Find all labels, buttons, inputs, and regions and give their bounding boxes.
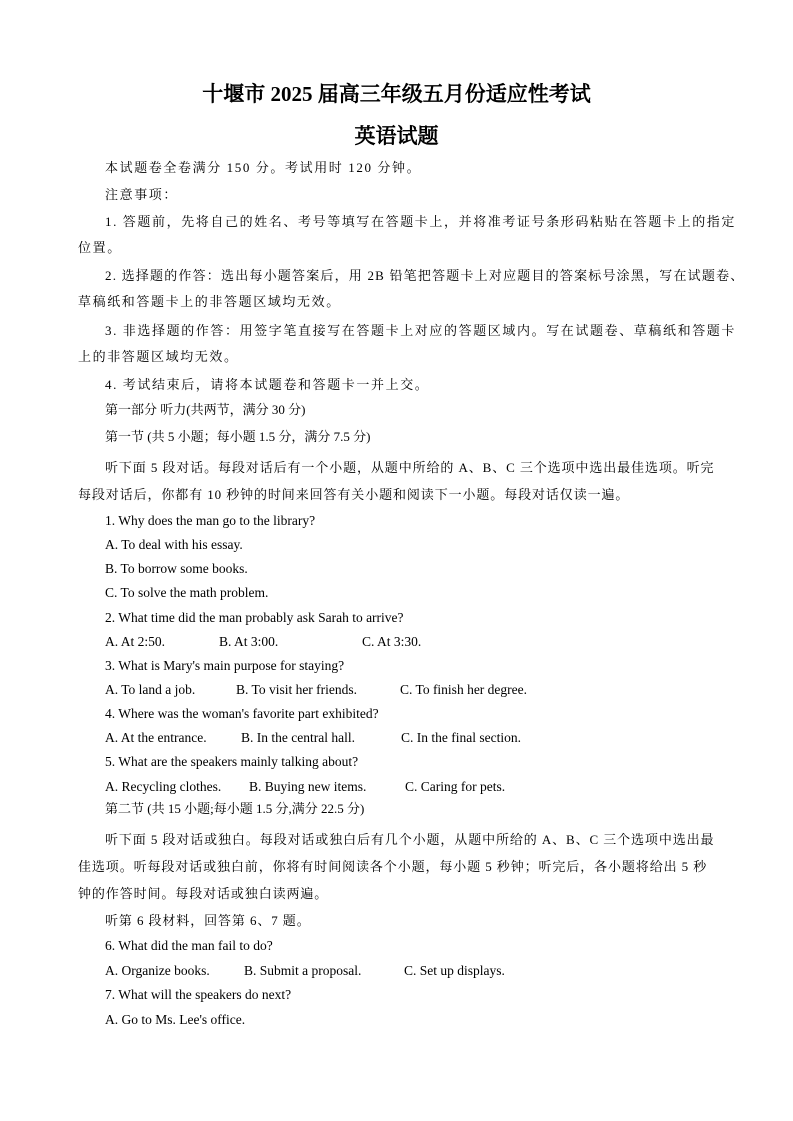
question-3-option-c: C. To finish her degree. xyxy=(400,682,528,697)
question-6: 6. What did the man fail to do? xyxy=(105,938,273,953)
section2-instruction-line-1: 听下面 5 段对话或独白。每段对话或独白后有几个小题，从题中所给的 A、B、C 三个选项中选出最 xyxy=(105,832,715,847)
section1-heading: 第一节 (共 5 小题；每小题 1.5 分，满分 7.5 分) xyxy=(105,429,371,444)
question-7-option-a: A. Go to Ms. Lee's office. xyxy=(105,1012,246,1027)
question-2: 2. What time did the man probably ask Sarah to arrive? xyxy=(105,610,404,625)
question-1: 1. Why does the man go to the library? xyxy=(105,513,316,528)
section2-instruction-line-3: 钟的作答时间。每段对话或独白读两遍。 xyxy=(78,886,329,901)
question-7: 7. What will the speakers do next? xyxy=(105,987,292,1002)
section2-heading: 第二节 (共 15 小题;每小题 1.5 分,满分 22.5 分) xyxy=(105,801,365,816)
notice-heading: 注意事项： xyxy=(105,187,179,202)
material-6-heading: 听第 6 段材料，回答第 6、7 题。 xyxy=(105,913,311,928)
notice-3-line-2: 上的非答题区域均无效。 xyxy=(78,349,239,364)
question-2-option-a: A. At 2:50. xyxy=(105,634,166,649)
question-4-option-c: C. In the final section. xyxy=(401,730,521,745)
question-1-option-a: A. To deal with his essay. xyxy=(105,537,243,552)
notice-1-line-1: 1. 答题前，先将自己的姓名、考号等填写在答题卡上，并将准考证号条形码粘贴在答题卡上的指定 xyxy=(105,214,737,229)
section1-instruction-line-1: 听下面 5 段对话。每段对话后有一个小题，从题中所给的 A、B、C 三个选项中选出最佳选项。听完 xyxy=(105,460,715,475)
question-1-option-c: C. To solve the math problem. xyxy=(105,585,269,600)
exam-title: 十堰市 2025 届高三年级五月份适应性考试 xyxy=(202,82,591,106)
section2-instruction-line-2: 佳选项。听每段对话或独白前，你将有时间阅读各个小题，每小题 5 秒钟；听完后，各小题将给出 5 秒 xyxy=(78,859,708,874)
section1-instruction-line-2: 每段对话后，你都有 10 秒钟的时间来回答有关小题和阅读下一小题。每段对话仅读一遍。 xyxy=(78,487,630,502)
notice-3-line-1: 3. 非选择题的作答：用签字笔直接写在答题卡上对应的答题区域内。写在试题卷、草稿纸和答题卡 xyxy=(105,323,737,338)
question-6-option-a: A. Organize books. xyxy=(105,963,210,978)
notice-1-line-2: 位置。 xyxy=(78,240,122,255)
question-1-option-b: B. To borrow some books. xyxy=(105,561,248,576)
question-3: 3. What is Mary's main purpose for staying? xyxy=(105,658,345,673)
notice-4: 4. 考试结束后，请将本试题卷和答题卡一并上交。 xyxy=(105,377,430,392)
exam-subtitle: 英语试题 xyxy=(354,124,439,148)
question-6-option-b: B. Submit a proposal. xyxy=(244,963,362,978)
question-4-option-b: B. In the central hall. xyxy=(241,730,355,745)
question-2-option-b: B. At 3:00. xyxy=(219,634,279,649)
question-5-option-a: A. Recycling clothes. xyxy=(105,779,222,794)
notice-2-line-2: 草稿纸和答题卡上的非答题区域均无效。 xyxy=(78,294,341,309)
question-6-option-c: C. Set up displays. xyxy=(404,963,505,978)
question-5-option-b: B. Buying new items. xyxy=(249,779,367,794)
question-4: 4. Where was the woman's favorite part exhibited? xyxy=(105,706,379,721)
question-2-option-c: C. At 3:30. xyxy=(362,634,422,649)
question-5: 5. What are the speakers mainly talking about? xyxy=(105,754,359,769)
question-3-option-a: A. To land a job. xyxy=(105,682,196,697)
notice-2-line-1: 2. 选择题的作答：选出每小题答案后，用 2B 铅笔把答题卡上对应题目的答案标号涂黑，写在试题卷、 xyxy=(105,268,745,283)
intro-text: 本试题卷全卷满分 150 分。考试用时 120 分钟。 xyxy=(105,160,422,175)
question-3-option-b: B. To visit her friends. xyxy=(236,682,358,697)
question-5-option-c: C. Caring for pets. xyxy=(405,779,506,794)
part1-heading: 第一部分 听力(共两节，满分 30 分) xyxy=(105,402,306,417)
question-4-option-a: A. At the entrance. xyxy=(105,730,207,745)
